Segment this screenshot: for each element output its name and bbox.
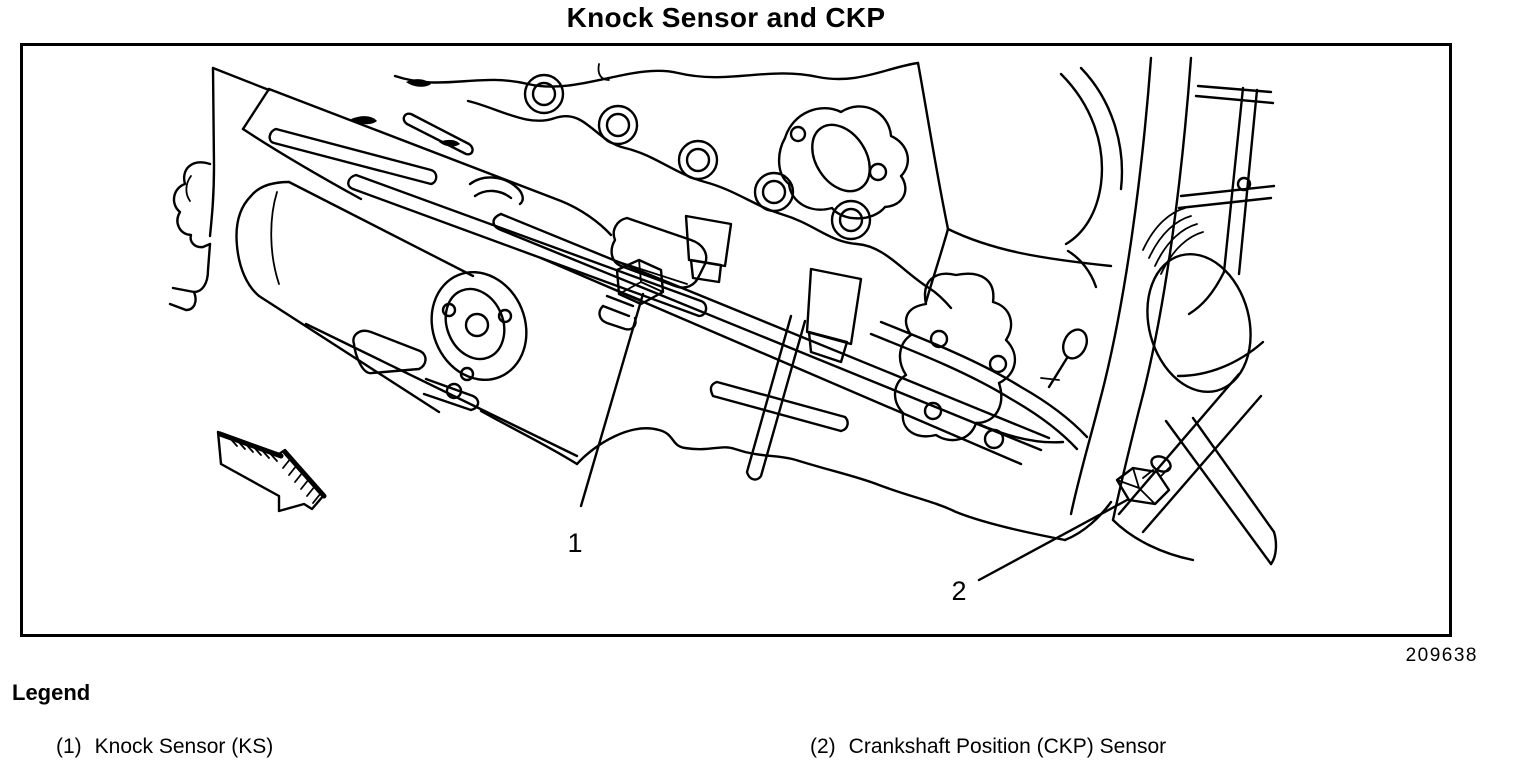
figure-frame [20, 43, 1452, 637]
legend-item-ckp-sensor [810, 735, 1166, 759]
left-flange-drawing [170, 68, 269, 310]
legend-item-knock-sensor [56, 735, 273, 759]
legend-item-number: (2) [810, 735, 836, 758]
starter-motor-drawing [237, 182, 1111, 540]
direction-arrow [218, 432, 324, 511]
page-title: Knock Sensor and CKP [566, 2, 886, 33]
bracket-rail-drawing [243, 89, 1087, 479]
legend-item-label: Knock Sensor (KS) [94, 735, 274, 758]
callout-1-label: 1 [567, 528, 583, 558]
callout-1 [567, 294, 643, 558]
engine-diagram [23, 46, 1449, 634]
callout-2-label: 2 [951, 576, 967, 606]
legend-heading: Legend [12, 680, 91, 705]
legend-item-label: Crankshaft Position (CKP) Sensor [848, 735, 1167, 758]
figure-number: 209638 [1405, 645, 1478, 666]
legend-item-number: (1) [56, 735, 82, 758]
